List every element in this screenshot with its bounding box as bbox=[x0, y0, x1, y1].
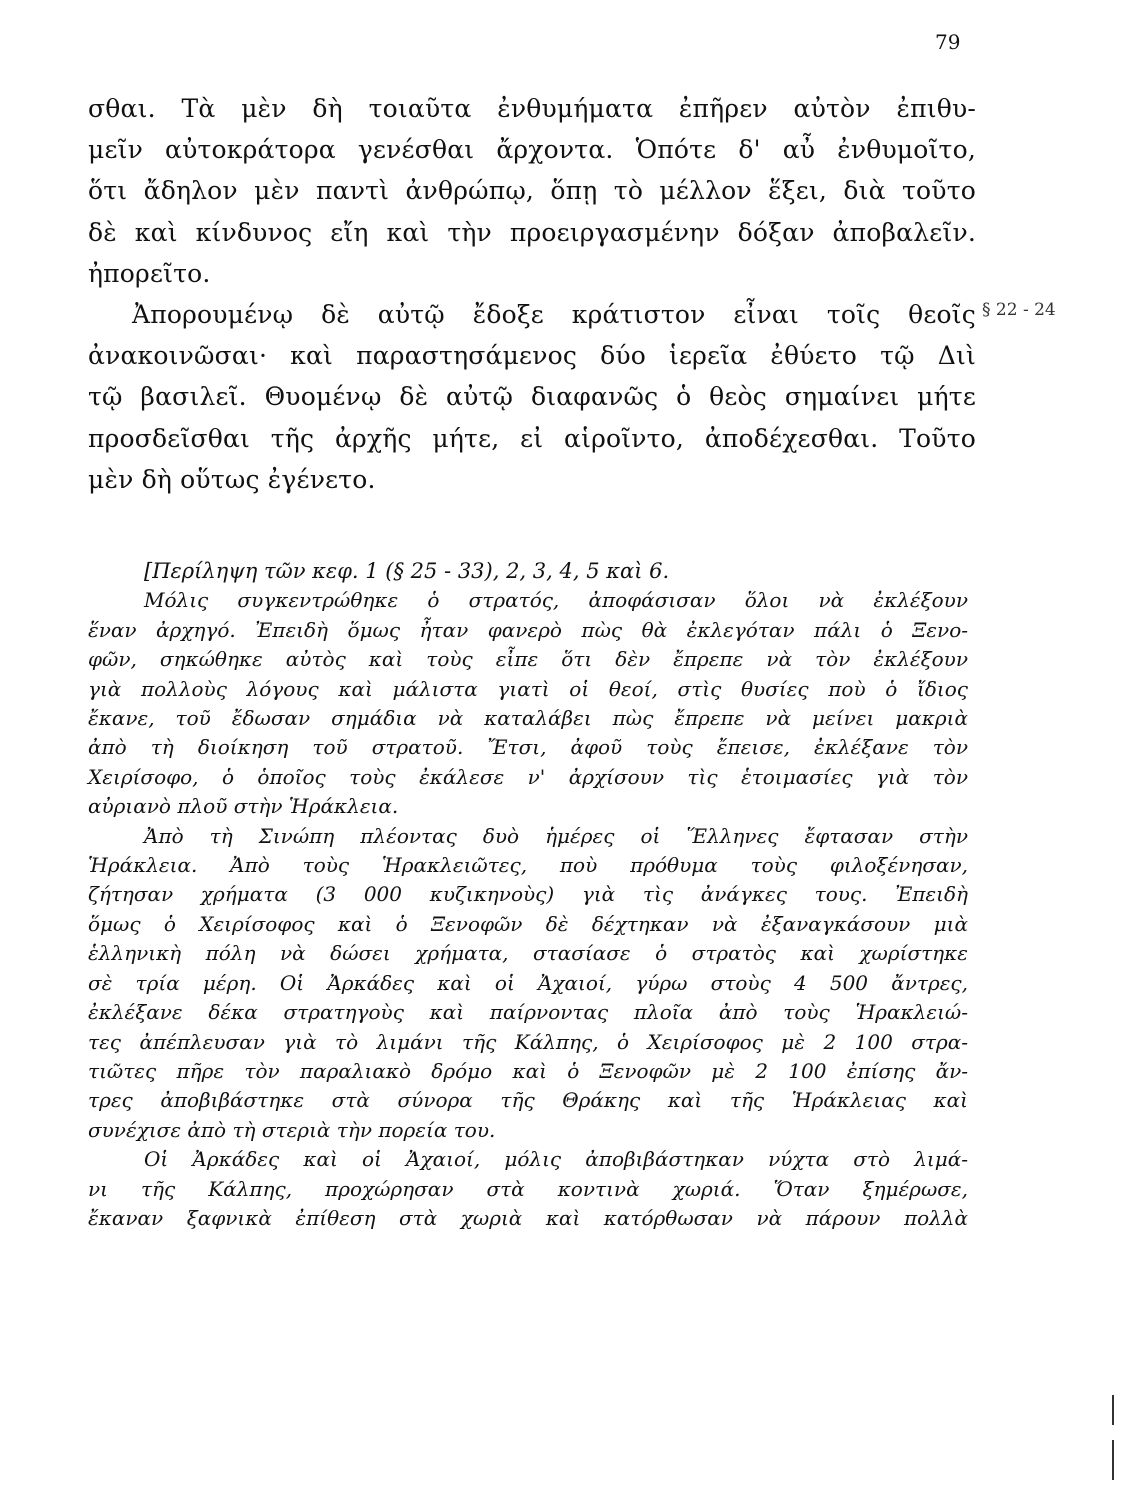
text-line: μεῖν αὐτοκράτορα γενέσθαι ἄρχοντα. Ὁπότε δ' αὖ ἐνθυμοῖτο, bbox=[88, 135, 976, 165]
summary-line: ἔκαναν ξαφνικὰ ἐπίθεση στὰ χωριὰ καὶ κατόρθωσαν νὰ πάρουν πολλὰ bbox=[88, 1205, 968, 1230]
text-line: σθαι. Τὰ μὲν δὴ τοιαῦτα ἐνθυμήματα ἐπῆρεν αὐτὸν ἐπιθυ- bbox=[88, 94, 976, 123]
summary-line: Μόλις συγκεντρώθηκε ὁ στρατός, ἀποφάσισαν ὅλοι νὰ ἐκλέξουν bbox=[144, 588, 968, 613]
text-line: ὅτι ἄδηλον μὲν παντὶ ἀνθρώπῳ, ὅπῃ τὸ μέλλον ἕξει, διὰ τοῦτο bbox=[88, 176, 976, 206]
summary-section bbox=[88, 557, 968, 1233]
page-number: 79 bbox=[935, 30, 961, 54]
text-line: προσδεῖσθαι τῆς ἀρχῆς μήτε, εἰ αἱροῖντο, ἀποδέχεσθαι. Τοῦτο bbox=[88, 423, 976, 453]
summary-line: ἐκλέξανε δέκα στρατηγοὺς καὶ παίρνοντας πλοῖα ἀπὸ τοὺς Ἡρακλειώ- bbox=[88, 1000, 968, 1025]
summary-line: τιῶτες πῆρε τὸν παραλιακὸ δρόμο καὶ ὁ Ξενοφῶν μὲ 2 100 ἐπίσης ἄν- bbox=[88, 1058, 968, 1083]
summary-paragraph-3 bbox=[88, 1145, 968, 1233]
summary-line: ὅμως ὁ Χειρίσοφος καὶ ὁ Ξενοφῶν δὲ δέχτηκαν νὰ ἐξαναγκάσουν μιὰ bbox=[88, 911, 968, 936]
section-reference: § 22 - 24 bbox=[982, 300, 1056, 320]
scan-edge-mark bbox=[1112, 1395, 1114, 1425]
summary-line: ἕναν ἀρχηγό. Ἐπειδὴ ὅμως ἦταν φανερὸ πὼς θὰ ἐκλεγόταν πάλι ὁ Ξενο- bbox=[88, 617, 968, 642]
ancient-greek-text bbox=[88, 88, 976, 500]
summary-heading: [Περίληψη τῶν κεφ. 1 (§ 25 - 33), 2, 3, 4, 5 καὶ 6. bbox=[144, 559, 670, 583]
text-line: μὲν δὴ οὕτως ἐγένετο. bbox=[88, 464, 376, 494]
summary-line: τες ἀπέπλευσαν γιὰ τὸ λιμάνι τῆς Κάλπης, ὁ Χειρίσοφος μὲ 2 100 στρα- bbox=[88, 1029, 968, 1054]
summary-line: φῶν, σηκώθηκε αὐτὸς καὶ τοὺς εἶπε ὅτι δὲν ἔπρεπε νὰ τὸν ἐκλέξουν bbox=[88, 647, 968, 672]
summary-line: ἑλληνικὴ πόλη νὰ δώσει χρήματα, στασίασε ὁ στρατὸς καὶ χωρίστηκε bbox=[88, 941, 968, 966]
summary-line: τρες ἀποβιβάστηκε στὰ σύνορα τῆς Θράκης καὶ τῆς Ἡράκλειας καὶ bbox=[88, 1088, 968, 1113]
greek-paragraph-2 bbox=[88, 294, 976, 500]
text-line: δὲ καὶ κίνδυνος εἴη καὶ τὴν προειργασμένην δόξαν ἀποβαλεῖν. bbox=[88, 217, 976, 247]
summary-paragraph-2 bbox=[88, 822, 968, 1145]
summary-line: ζήτησαν χρήματα (3 000 κυζικηνοὺς) γιὰ τὶς ἀνάγκες τους. Ἐπειδὴ bbox=[88, 882, 968, 907]
scan-edge-mark bbox=[1112, 1440, 1114, 1480]
summary-line: αὐριανὸ πλοῦ στὴν Ἡράκλεια. bbox=[88, 794, 399, 819]
summary-line: Οἱ Ἀρκάδες καὶ οἱ Ἀχαιοί, μόλις ἀποβιβάστηκαν νύχτα στὸ λιμά- bbox=[144, 1147, 968, 1172]
summary-line: Χειρίσοφο, ὁ ὁποῖος τοὺς ἐκάλεσε ν' ἀρχίσουν τὶς ἑτοιμασίες γιὰ τὸν bbox=[88, 764, 968, 789]
summary-line: Ἀπὸ τὴ Σινώπη πλέοντας δυὸ ἡμέρες οἱ Ἕλληνες ἔφτασαν στὴν bbox=[144, 823, 968, 848]
summary-line: ἔκανε, τοῦ ἔδωσαν σημάδια νὰ καταλάβει πὼς ἔπρεπε νὰ μείνει μακριὰ bbox=[88, 706, 968, 731]
summary-line: σὲ τρία μέρη. Οἱ Ἀρκάδες καὶ οἱ Ἀχαιοί, γύρω στοὺς 4 500 ἄντρες, bbox=[88, 970, 968, 995]
summary-line: γιὰ πολλοὺς λόγους καὶ μάλιστα γιατὶ οἱ θεοί, στὶς θυσίες ποὺ ὁ ἴδιος bbox=[88, 676, 968, 701]
summary-line: νι τῆς Κάλπης, προχώρησαν στὰ κοντινὰ χωριά. Ὅταν ξημέρωσε, bbox=[88, 1176, 968, 1201]
summary-line: Ἡράκλεια. Ἀπὸ τοὺς Ἡρακλειῶτες, ποὺ πρόθυμα τοὺς φιλοξένησαν, bbox=[88, 853, 968, 878]
text-line: ἠπορεῖτο. bbox=[88, 258, 211, 288]
summary-line: συνέχισε ἀπὸ τὴ στεριὰ τὴν πορεία του. bbox=[88, 1117, 496, 1142]
text-line: ἀνακοινῶσαι· καὶ παραστησάμενος δύο ἱερεῖα ἐθύετο τῷ Διὶ bbox=[88, 341, 976, 371]
text-line: τῷ βασιλεῖ. Θυομένῳ δὲ αὐτῷ διαφανῶς ὁ θεὸς σημαίνει μήτε bbox=[88, 382, 976, 412]
text-line: Ἀπορουμένῳ δὲ αὐτῷ ἔδοξε κράτιστον εἶναι τοῖς θεοῖς bbox=[132, 300, 976, 330]
greek-paragraph-1 bbox=[88, 88, 976, 294]
summary-paragraph-1 bbox=[88, 586, 968, 821]
summary-line: ἀπὸ τὴ διοίκηση τοῦ στρατοῦ. Ἔτσι, ἀφοῦ τοὺς ἔπεισε, ἐκλέξανε τὸν bbox=[88, 735, 968, 760]
